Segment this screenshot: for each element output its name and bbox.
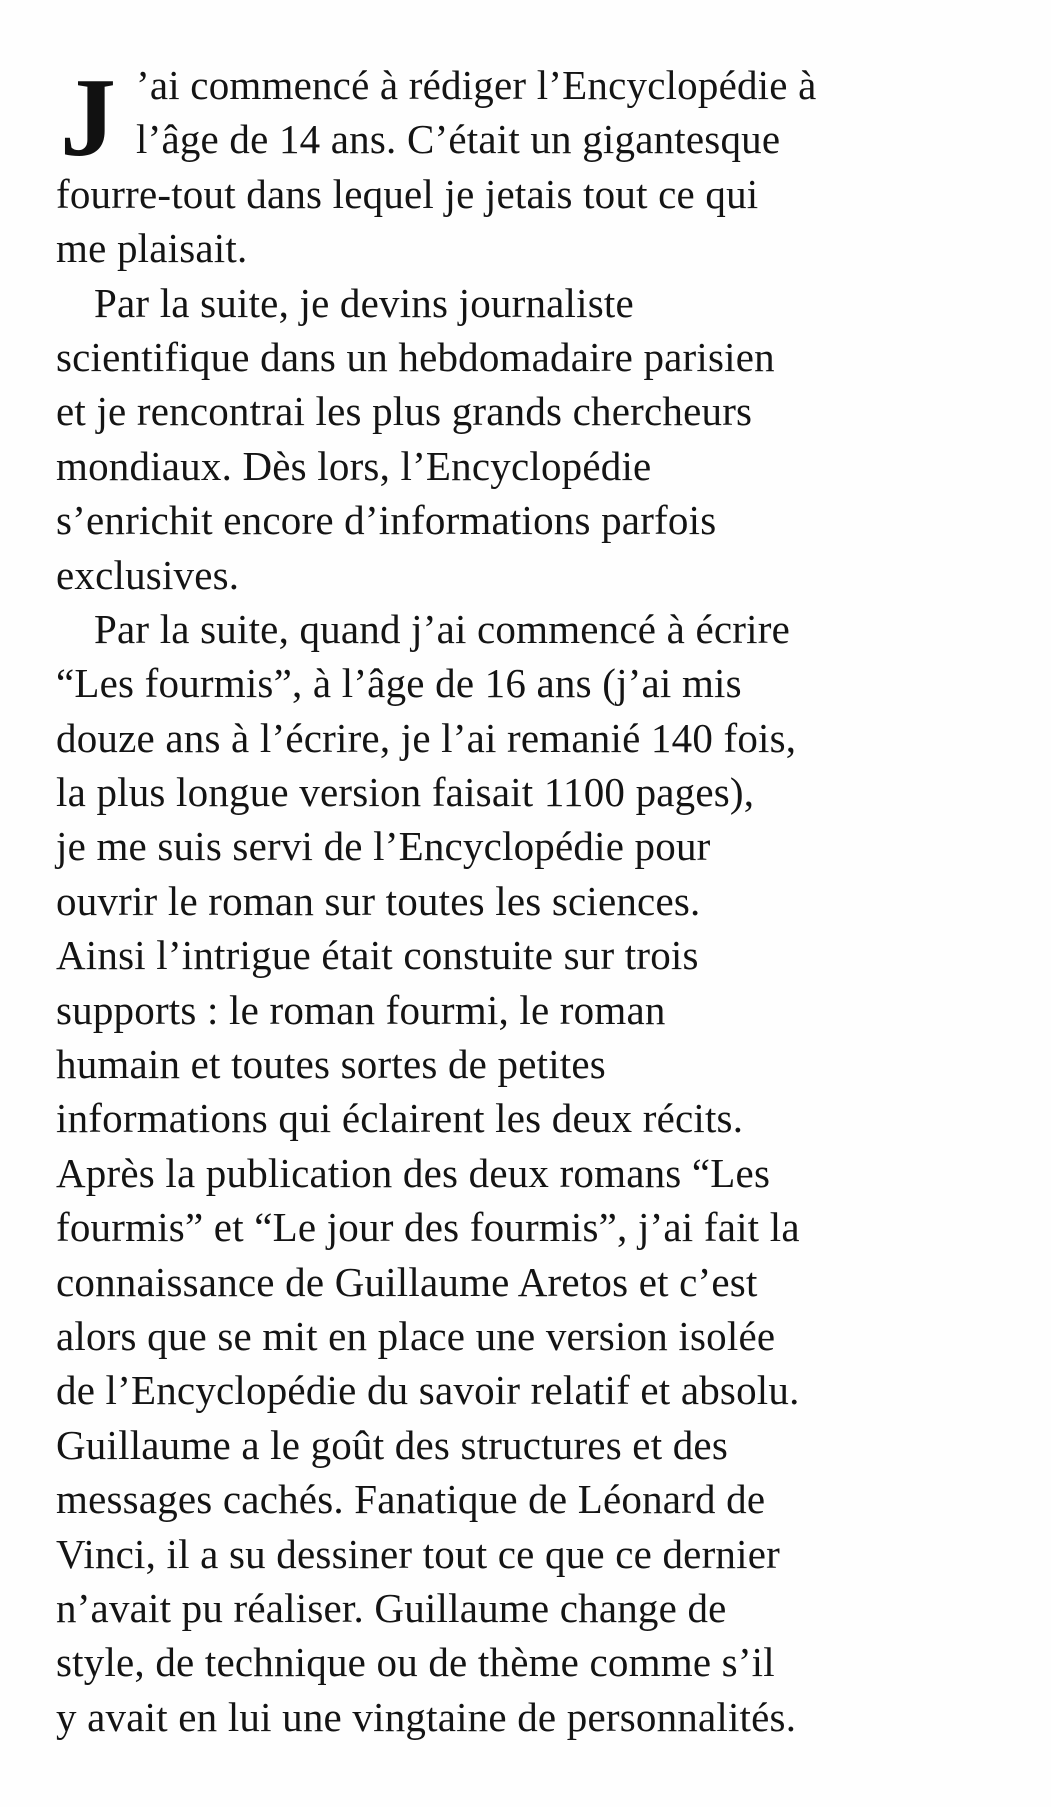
text-line: s’enrichit encore d’informations parfois: [56, 497, 717, 544]
text-line: humain et toutes sortes de petites: [56, 1041, 606, 1088]
text-line: et je rencontrai les plus grands chercheurs: [56, 388, 753, 435]
text-line: Guillaume a le goût des structures et des: [56, 1421, 728, 1468]
text-line: je me suis servi de l’Encyclopédie pour: [56, 823, 711, 870]
text-line: n’avait pu réaliser. Guillaume change de: [56, 1584, 727, 1631]
text-line: Par la suite, quand j’ai commencé à écrire: [94, 605, 790, 652]
text-line: Après la publication des deux romans “Les: [56, 1149, 771, 1196]
text-line: “Les fourmis”, à l’âge de 16 ans (j’ai mis: [56, 660, 742, 707]
text-line: fourre-tout dans lequel je jetais tout ce qui: [56, 170, 759, 217]
drop-cap: J: [60, 56, 117, 180]
text-line: Vinci, il a su dessiner tout ce que ce dernier: [56, 1530, 780, 1577]
text-line: ’ai commencé à rédiger l’Encyclopédie à: [136, 62, 817, 108]
text-line: ouvrir le roman sur toutes les sciences.: [56, 877, 701, 924]
text-line: y avait en lui une vingtaine de personnalités.: [56, 1693, 797, 1740]
text-line: style, de technique ou de thème comme s’il: [56, 1639, 775, 1686]
text-line: Ainsi l’intrigue était constuite sur trois: [56, 932, 699, 979]
text-line: connaissance de Guillaume Aretos et c’est: [56, 1258, 758, 1305]
text-line: l’âge de 14 ans. C’était un gigantesque: [136, 116, 781, 163]
text-line: messages cachés. Fanatique de Léonard de: [56, 1476, 766, 1523]
text-line: Par la suite, je devins journaliste: [94, 279, 634, 326]
text-line: la plus longue version faisait 1100 pages),: [56, 769, 755, 816]
text-line: mondiaux. Dès lors, l’Encyclopédie: [56, 442, 652, 489]
text-line: scientifique dans un hebdomadaire parisien: [56, 333, 775, 380]
text-line: fourmis” et “Le jour des fourmis”, j’ai fait la: [56, 1204, 800, 1251]
text-line: alors que se mit en place une version isolée: [56, 1312, 776, 1359]
text-line: de l’Encyclopédie du savoir relatif et absolu.: [56, 1367, 800, 1414]
text-line: supports : le roman fourmi, le roman: [56, 986, 666, 1033]
text-line: douze ans à l’écrire, je l’ai remanié 140 fois,: [56, 714, 797, 761]
text-line: exclusives.: [56, 551, 240, 598]
article-text: [56, 58, 956, 1744]
text-line: me plaisait.: [56, 225, 248, 272]
text-line: informations qui éclairent les deux récits.: [56, 1095, 744, 1142]
